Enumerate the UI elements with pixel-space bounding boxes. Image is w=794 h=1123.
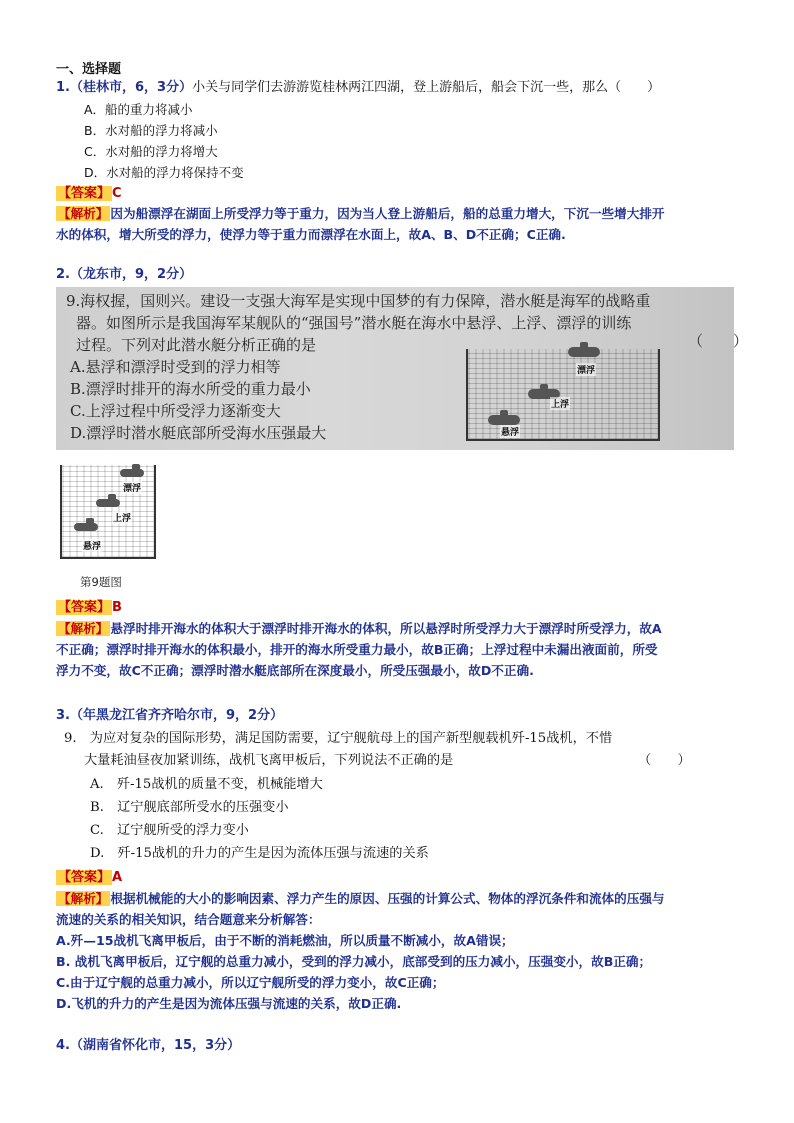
submarine-icon (488, 415, 520, 425)
scan-bracket: （ ） (638, 753, 691, 768)
submarine-tank-figure (466, 349, 660, 441)
question-1-number: 1. (56, 80, 70, 95)
submarine-icon (96, 499, 120, 507)
question-3-analysis (56, 888, 746, 1014)
analysis-tag: 【解析】 (58, 891, 109, 906)
question-1-source: （桂林市，6，3分） (69, 80, 193, 95)
analysis-line: D.飞机的升力的产生是因为流体压强与流速的关系，故D正确. (56, 996, 402, 1011)
analysis-tag: 【解析】 (58, 206, 109, 221)
submarine-icon (74, 523, 98, 531)
tank-label-suspend: 悬浮 (82, 539, 102, 552)
answer-value: C (112, 186, 122, 201)
question-3-header (56, 706, 283, 725)
section-title: 一、选择题 (56, 62, 122, 77)
tank-label-rise: 上浮 (112, 511, 132, 524)
analysis-line: B. 战机飞离甲板后，辽宁舰的总重力减小，受到的浮力减小，底部受到的压力减小，压强变小，故B正确； (56, 954, 652, 969)
analysis-line: 悬浮时排开海水的体积大于漂浮时排开海水的体积，所以悬浮时所受浮力大于漂浮时所受浮力，故A (110, 621, 662, 636)
answer-tag: 【答案】 (58, 870, 111, 885)
question-2-figure (56, 463, 158, 568)
question-4-source: （湖南省怀化市，15，3分） (69, 1038, 241, 1053)
tank-label-float: 漂浮 (576, 363, 596, 376)
question-1-option-b: B．水对船的浮力将减小 (84, 123, 218, 138)
question-1-option-a: A．船的重力将减小 (84, 102, 193, 117)
answer-value: A (112, 870, 123, 885)
question-3-option-a: A. 歼-15战机的质量不变，机械能增大 (90, 777, 323, 792)
scan-line: D.漂浮时潜水艇底部所受海水压强最大 (70, 424, 327, 442)
tank-label-float: 漂浮 (122, 481, 142, 494)
question-3-scanned-text (0, 728, 794, 868)
question-2-number: 2. (56, 267, 70, 282)
question-1-text: 小关与同学们去游游览桂林两江四湖，登上游船后，船会下沉一些，那么（ ） (192, 80, 661, 95)
question-3-answer (56, 868, 122, 887)
scan-bracket: （ ） (688, 332, 749, 350)
scan-line: 器。如图所示是我国海军某舰队的“强国号”潜水艇在海水中悬浮、上浮、漂浮的训练 (76, 314, 632, 332)
scan-line: 过程。下列对此潜水艇分析正确的是 (76, 336, 317, 354)
scan-line: 9.海权握，国则兴。建设一支强大海军是实现中国梦的有力保障，潜水艇是海军的战略重 (66, 292, 651, 310)
submarine-icon (568, 347, 600, 357)
scan-line: 9. 为应对复杂的国际形势，满足国防需要，辽宁舰航母上的国产新型舰载机歼-15战机，不惜 (64, 731, 613, 746)
question-2-answer (56, 598, 122, 617)
scan-line: 大量耗油昼夜加紧训练，战机飞离甲板后，下列说法不正确的是 (84, 753, 454, 768)
analysis-line: A.歼—15战机飞离甲板后，由于不断的消耗燃油，所以质量不断减小，故A错误； (56, 933, 514, 948)
question-3-option-b: B. 辽宁舰底部所受水的压强变小 (90, 800, 289, 815)
answer-tag: 【答案】 (58, 600, 111, 615)
answer-tag: 【答案】 (58, 186, 111, 201)
tank-label-suspend: 悬浮 (500, 425, 520, 438)
question-1-stem (56, 78, 660, 97)
analysis-line: 流速的关系的相关知识，结合题意来分析解答： (56, 912, 321, 927)
submarine-tank-figure (60, 465, 156, 559)
tank-label-rise: 上浮 (550, 397, 570, 410)
question-2-analysis (56, 618, 746, 681)
question-3-option-c: C. 辽宁舰所受的浮力变小 (90, 823, 249, 838)
question-3-source: （年黑龙江省齐齐哈尔市，9，2分） (69, 708, 284, 723)
scan-line: A.悬浮和漂浮时受到的浮力相等 (70, 358, 281, 376)
question-1-answer (56, 184, 122, 203)
analysis-line: 根据机械能的大小的影响因素、浮力产生的原因、压强的计算公式、物体的浮沉条件和流体的压强与 (110, 891, 665, 906)
question-4-number: 4. (56, 1038, 70, 1053)
analysis-line: 水的体积，增大所受的浮力，使浮力等于重力而漂浮在水面上，故A、B、D不正确；C正确. (56, 227, 566, 242)
answer-value: B (112, 600, 122, 615)
question-1-option-d: D．水对船的浮力将保持不变 (84, 165, 244, 180)
question-1-analysis (56, 203, 746, 245)
submarine-icon (120, 469, 144, 477)
analysis-line: 因为船漂浮在湖面上所受浮力等于重力，因为当人登上游船后，船的总重力增大，下沉一些增大排开 (110, 206, 665, 221)
analysis-line: 浮力不变，故C不正确；漂浮时潜水艇底部所在深度最小，所受压强最小，故D不正确. (56, 663, 534, 678)
analysis-line: 不正确；漂浮时排开海水的体积最小，排开的海水所受重力最小，故B正确；上浮过程中未漏出液面前，所受 (56, 642, 658, 657)
analysis-line: C.由于辽宁舰的总重力减小，所以辽宁舰所受的浮力变小，故C正确； (56, 975, 445, 990)
question-3-number: 3. (56, 708, 70, 723)
figure-caption: 第9题图 (80, 575, 122, 589)
question-1-option-c: C．水对船的浮力将增大 (84, 144, 218, 159)
question-4-header (56, 1036, 240, 1055)
question-2-source: （龙东市，9，2分） (69, 267, 193, 282)
scan-line: B.漂浮时排开的海水所受的重力最小 (70, 380, 311, 398)
question-2-scanned-image (56, 287, 749, 450)
question-2-header (56, 265, 192, 284)
question-3-option-d: D. 歼-15战机的升力的产生是因为流体压强与流速的关系 (90, 846, 429, 861)
scan-line: C.上浮过程中所受浮力逐渐变大 (70, 402, 281, 420)
analysis-tag: 【解析】 (58, 621, 109, 636)
